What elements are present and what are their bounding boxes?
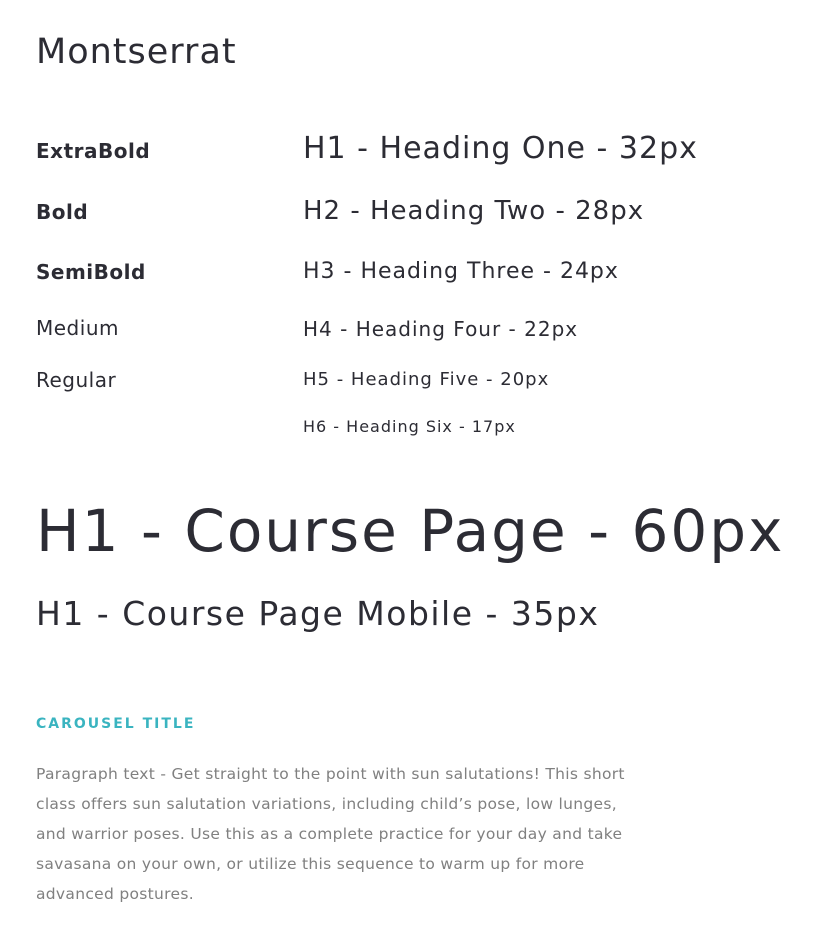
heading-sample-h6: H6 - Heading Six - 17px <box>303 417 516 436</box>
course-page-mobile-h1-sample: H1 - Course Page Mobile - 35px <box>36 594 600 633</box>
heading-sample-h3: H3 - Heading Three - 24px <box>303 259 619 284</box>
course-page-h1-sample: H1 - Course Page - 60px <box>36 497 785 565</box>
heading-sample-h4: H4 - Heading Four - 22px <box>303 317 579 341</box>
paragraph-sample: Paragraph text - Get straight to the point with sun salutations! This short class offers sun salutation variations, including child’s pose, low lunges, and warrior poses. Use this as a complete practice for your day and take savasana on your own, or utilize this sequence to warm up for more advanced postures. <box>36 765 625 903</box>
heading-sample-h2: H2 - Heading Two - 28px <box>303 196 645 226</box>
weight-label-regular: Regular <box>36 368 117 392</box>
weight-label-medium: Medium <box>36 316 119 340</box>
heading-sample-h1: H1 - Heading One - 32px <box>303 131 698 166</box>
font-family-title: Montserrat <box>36 32 237 72</box>
weight-label-bold: Bold <box>36 200 89 224</box>
weight-label-semibold: SemiBold <box>36 260 146 284</box>
carousel-title-sample: CAROUSEL TITLE <box>36 716 196 732</box>
weight-label-extrabold: ExtraBold <box>36 139 151 163</box>
heading-sample-h5: H5 - Heading Five - 20px <box>303 369 550 390</box>
